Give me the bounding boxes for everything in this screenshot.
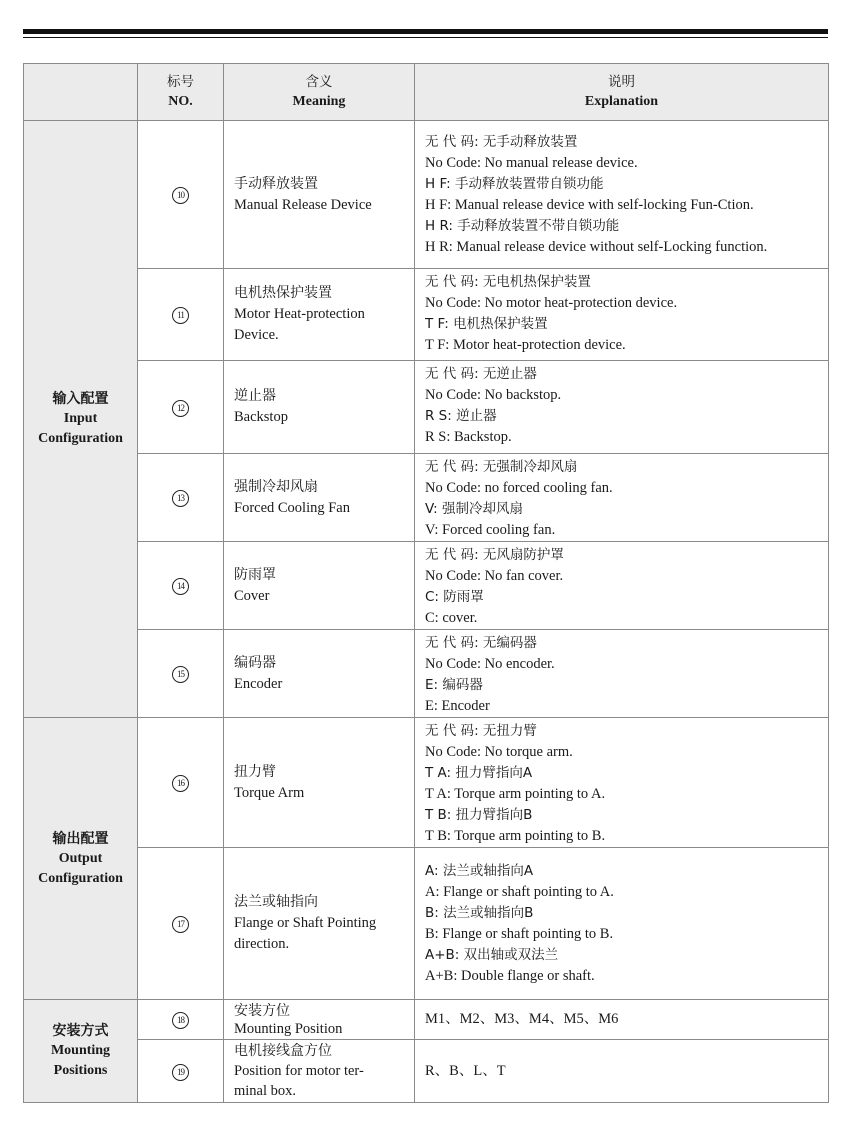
table-row: [24, 454, 829, 542]
row-number: 14: [172, 578, 189, 595]
explanation-line: 无 代 码: 无手动释放装置: [425, 133, 578, 150]
header-blank-cell: [24, 64, 138, 121]
row-number-cell: [138, 848, 224, 1000]
meaning-en: Cover: [234, 587, 270, 604]
row-number-cell: [138, 718, 224, 848]
meaning-cell: [224, 718, 415, 848]
explanation-line: C: 防雨罩: [425, 589, 484, 605]
group-mounting-positions: [24, 1000, 138, 1103]
row-number: 10: [172, 187, 189, 204]
explanation-cell: [415, 1040, 829, 1103]
explanation-line: No Code: No manual release device.: [425, 154, 638, 171]
meaning-cell: [224, 1040, 415, 1103]
explanation-cell: [415, 1000, 829, 1040]
group-label-zh: 安装方式: [52, 1023, 109, 1039]
explanation-line: No Code: No backstop.: [425, 387, 562, 403]
explanation-line: No Code: no forced cooling fan.: [425, 480, 613, 496]
explanation-line: 无 代 码: 无编码器: [425, 635, 537, 651]
meaning-zh: 安装方位: [234, 1002, 290, 1019]
explanation-line: R S: Backstop.: [425, 429, 512, 445]
meaning-en: Mounting Position: [234, 1020, 343, 1037]
explanation-line: T A: Torque arm pointing to A.: [425, 786, 606, 802]
explanation-cell: [415, 718, 829, 848]
explanation-line: No Code: No torque arm.: [425, 744, 573, 760]
explanation-cell: [415, 542, 829, 630]
meaning-cell: [224, 121, 415, 269]
row-number-cell: [138, 269, 224, 361]
group-output-configuration: [24, 718, 138, 1000]
meaning-zh: 逆止器: [234, 388, 276, 404]
meaning-en: Position for motor ter-: [234, 1063, 364, 1079]
meaning-en: Device.: [234, 327, 279, 343]
meaning-en: Motor Heat-protection: [234, 306, 365, 322]
table-row: [24, 848, 829, 1000]
explanation-line: M1、M2、M3、M4、M5、M6: [425, 1011, 619, 1027]
group-input-configuration: [24, 121, 138, 718]
row-number: 19: [172, 1064, 189, 1081]
meaning-cell: [224, 361, 415, 454]
table-header-row: [24, 64, 829, 121]
row-number-cell: [138, 542, 224, 630]
explanation-line: T F: 电机热保护装置: [425, 316, 548, 332]
meaning-zh: 电机接线盒方位: [234, 1043, 332, 1059]
explanation-line: V: Forced cooling fan.: [425, 522, 556, 538]
group-label-zh: 输出配置: [52, 830, 109, 847]
header-no: [138, 64, 224, 121]
meaning-en: Encoder: [234, 675, 283, 692]
meaning-zh: 防雨罩: [234, 566, 276, 583]
explanation-cell: [415, 269, 829, 361]
group-label-en: Mounting: [50, 1043, 111, 1058]
meaning-zh: 法兰或轴指向: [234, 894, 318, 910]
explanation-line: R S: 逆止器: [425, 408, 497, 424]
meaning-en: minal box.: [234, 1083, 297, 1099]
meaning-zh: 手动释放装置: [234, 175, 318, 192]
meaning-cell: [224, 1000, 415, 1040]
meaning-zh: 编码器: [234, 654, 276, 671]
header-rule-thin: [23, 37, 828, 38]
explanation-line: 无 代 码: 无逆止器: [425, 366, 537, 382]
explanation-line: H F: Manual release device with self-locking Fun-Ction.: [425, 196, 754, 213]
header-no-zh: 标号: [167, 74, 194, 90]
table-row: [24, 718, 829, 848]
explanation-line: T A: 扭力臂指向A: [425, 765, 533, 781]
explanation-line: No Code: No encoder.: [425, 656, 555, 672]
explanation-line: T B: 扭力臂指向B: [425, 807, 533, 823]
table-row: [24, 542, 829, 630]
group-label-en: Input: [63, 411, 98, 426]
explanation-line: R、B、L、T: [425, 1062, 506, 1079]
explanation-line: E: Encoder: [425, 698, 490, 714]
meaning-cell: [224, 630, 415, 718]
explanation-line: 无 代 码: 无风扇防护罩: [425, 547, 564, 563]
explanation-cell: [415, 630, 829, 718]
header-rule-thick: [23, 29, 828, 34]
explanation-cell: [415, 121, 829, 269]
explanation-line: No Code: No motor heat-protection device.: [425, 295, 678, 311]
meaning-en: Manual Release Device: [234, 196, 372, 213]
row-number-cell: [138, 1000, 224, 1040]
row-number-cell: [138, 1040, 224, 1103]
row-number: 13: [172, 490, 189, 507]
explanation-cell: [415, 361, 829, 454]
header-explanation-en: Explanation: [584, 94, 659, 109]
group-label-en: Output: [58, 850, 103, 866]
row-number: 18: [172, 1012, 189, 1029]
row-number-cell: [138, 361, 224, 454]
row-number: 15: [172, 666, 189, 683]
explanation-line: A: 法兰或轴指向A: [425, 862, 534, 879]
explanation-line: E: 编码器: [425, 677, 483, 693]
group-label-en: Positions: [53, 1063, 108, 1078]
explanation-line: No Code: No fan cover.: [425, 568, 564, 584]
meaning-en: Flange or Shaft Pointing: [234, 915, 377, 931]
explanation-cell: [415, 454, 829, 542]
explanation-cell: [415, 848, 829, 1000]
table-row: [24, 121, 829, 269]
meaning-zh: 强制冷却风扇: [234, 478, 318, 495]
meaning-en: Forced Cooling Fan: [234, 499, 350, 516]
specification-table: [23, 63, 829, 1103]
row-number: 16: [172, 775, 189, 792]
meaning-zh: 电机热保护装置: [234, 285, 332, 301]
row-number-cell: [138, 121, 224, 269]
row-number: 11: [172, 307, 189, 324]
explanation-line: A+B: 双出轴或双法兰: [425, 946, 559, 963]
explanation-line: T F: Motor heat-protection device.: [425, 337, 626, 353]
table-row: [24, 269, 829, 361]
explanation-line: A+B: Double flange or shaft.: [425, 967, 595, 984]
group-label-en: Configuration: [38, 431, 123, 446]
meaning-en: direction.: [234, 936, 290, 952]
explanation-line: B: Flange or shaft pointing to B.: [425, 925, 614, 942]
explanation-line: 无 代 码: 无扭力臂: [425, 723, 537, 739]
header-meaning-en: Meaning: [292, 94, 346, 109]
meaning-zh: 扭力臂: [234, 763, 276, 780]
header-meaning: [224, 64, 415, 121]
meaning-en: Torque Arm: [234, 784, 305, 801]
row-number-cell: [138, 454, 224, 542]
group-label-en: Configuration: [38, 870, 123, 886]
row-number: 17: [172, 916, 189, 933]
explanation-line: H F: 手动释放装置带自锁功能: [425, 175, 604, 192]
group-label-zh: 输入配置: [52, 391, 109, 407]
table-row: [24, 630, 829, 718]
row-number-cell: [138, 630, 224, 718]
explanation-line: H R: 手动释放装置不带自锁功能: [425, 217, 620, 234]
explanation-line: T B: Torque arm pointing to B.: [425, 828, 606, 844]
table-row: [24, 1040, 829, 1103]
header-no-en: NO.: [168, 94, 193, 109]
explanation-line: C: cover.: [425, 610, 478, 626]
meaning-cell: [224, 542, 415, 630]
explanation-line: B: 法兰或轴指向B: [425, 904, 534, 921]
explanation-line: 无 代 码: 无强制冷却风扇: [425, 459, 578, 475]
header-meaning-zh: 含义: [305, 74, 333, 90]
meaning-en: Backstop: [234, 409, 288, 425]
header-explanation-zh: 说明: [608, 74, 635, 90]
table-row: [24, 1000, 829, 1040]
header-explanation: [415, 64, 829, 121]
meaning-cell: [224, 269, 415, 361]
meaning-cell: [224, 848, 415, 1000]
meaning-cell: [224, 454, 415, 542]
explanation-line: V: 强制冷却风扇: [425, 501, 523, 517]
explanation-line: A: Flange or shaft pointing to A.: [425, 883, 614, 900]
explanation-line: H R: Manual release device without self-Locking function.: [425, 238, 768, 255]
row-number: 12: [172, 400, 189, 417]
explanation-line: 无 代 码: 无电机热保护装置: [425, 274, 591, 290]
table-row: [24, 361, 829, 454]
